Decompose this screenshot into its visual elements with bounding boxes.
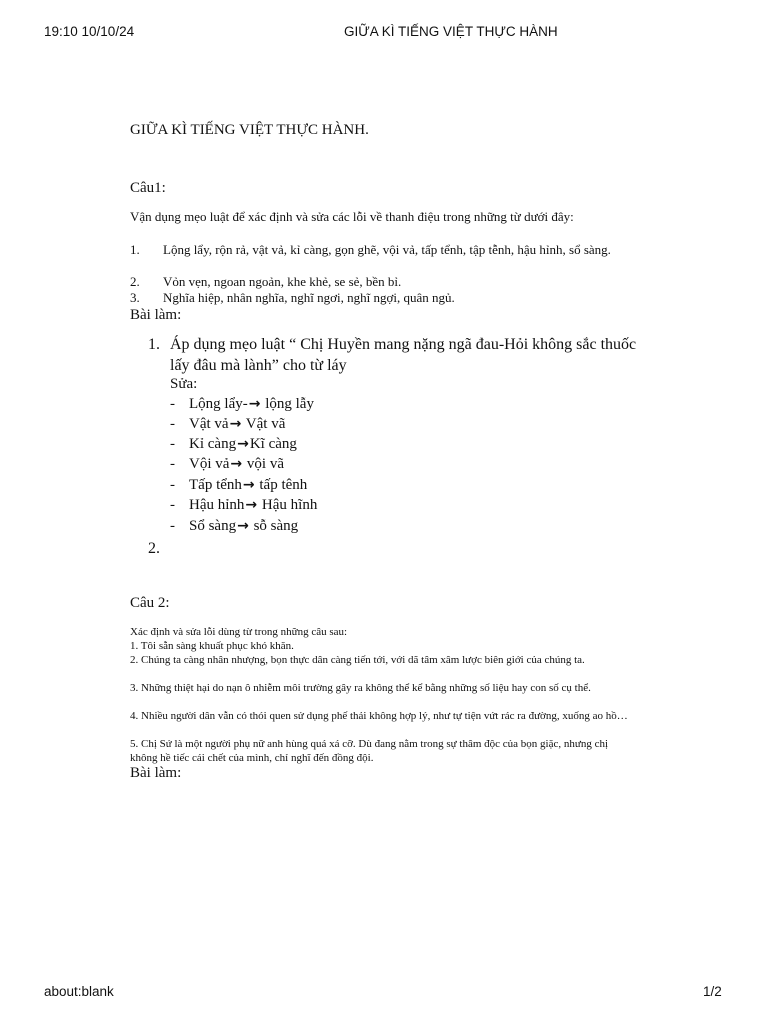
fix-item xyxy=(170,456,284,473)
fix-wrong: Hậu hỉnh xyxy=(189,497,245,513)
fix-right: Hậu hĩnh xyxy=(258,497,318,513)
dash: - xyxy=(170,518,175,534)
question-2-sentence-1: 1. Tôi sẵn sàng khuất phục khó khăn. xyxy=(130,640,294,652)
fix-right: lộng lẫy xyxy=(261,396,314,412)
fix-wrong: Vội vả xyxy=(189,456,230,472)
fix-item xyxy=(170,518,298,535)
question-2-sentence-3: 3. Những thiệt hại do nạn ô nhiễm môi trường gây ra không thể kể bằng những số liệu hay con số cụ thể. xyxy=(130,682,591,694)
fix-item xyxy=(170,477,307,494)
fix-right: tấp tênh xyxy=(255,477,308,493)
print-header-title: GIỮA KÌ TIẾNG VIỆT THỰC HÀNH xyxy=(344,24,558,39)
arrow-right-icon: → xyxy=(229,416,242,432)
answer-1 xyxy=(148,334,638,376)
arrow-right-icon: → xyxy=(237,436,249,452)
fix-right: vội vã xyxy=(243,456,284,472)
item-number: 2. xyxy=(130,274,140,289)
print-footer-url: about:blank xyxy=(44,984,114,999)
fix-item xyxy=(170,396,314,413)
dash: - xyxy=(170,456,175,472)
dash: - xyxy=(170,477,175,493)
answer-number: 2. xyxy=(148,540,160,557)
dash: - xyxy=(170,436,175,452)
answer-2 xyxy=(148,538,638,559)
item-text: Vỏn vẹn, ngoan ngoản, khe khẻ, se sẻ, bền bỉ. xyxy=(163,274,402,289)
answer-text: Áp dụng mẹo luật “ Chị Huyền mang nặng ngã đau-Hỏi không sắc thuốc lấy đâu mà lành” cho từ láy xyxy=(170,336,637,374)
fix-right: sỗ sàng xyxy=(249,518,299,534)
arrow-right-icon: → xyxy=(245,497,258,513)
dash: - xyxy=(170,396,175,412)
question-1-instruction: Vận dụng mẹo luật để xác định và sửa các lỗi về thanh điệu trong những từ dưới đây: xyxy=(130,209,574,224)
question-2-sentence-2: 2. Chúng ta càng nhân nhượng, bọn thực dân càng tiến tới, với dã tâm xâm lược biên giới của chúng ta. xyxy=(130,654,585,666)
fix-wrong: Kỉ càng xyxy=(189,436,237,452)
fix-wrong: Vật vả xyxy=(189,416,229,432)
dash: - xyxy=(170,497,175,513)
fix-item xyxy=(170,436,297,453)
question-2-heading: Câu 2: xyxy=(130,595,170,611)
fix-label: Sửa: xyxy=(170,376,198,392)
item-text: Lộng lẩy, rộn rả, vật vả, kỉ càng, gọn ghẽ, vội vả, tấp tểnh, tập tễnh, hậu hỉnh, sổ sàng. xyxy=(163,242,611,257)
print-datetime: 19:10 10/10/24 xyxy=(44,24,135,39)
document-title: GIỮA KÌ TIẾNG VIỆT THỰC HÀNH. xyxy=(130,122,369,138)
arrow-right-icon: → xyxy=(237,518,249,534)
fix-wrong: Tấp tểnh xyxy=(189,477,242,493)
question-2-sentence-4: 4. Nhiều người dân vẫn có thói quen sử dụng phế thải không hợp lý, như tự tiện vứt rác ra đường, xuống ao hồ… xyxy=(130,710,628,722)
arrow-right-icon: → xyxy=(230,456,243,472)
fix-item xyxy=(170,416,285,433)
fix-right: Kĩ càng xyxy=(249,436,297,452)
question-2-sentence-5: 5. Chị Sứ là một người phụ nữ anh hùng quá xá cỡ. Dù đang nằm trong sự thâm độc của bọn giặc, nhưng chị không hề tiếc cái chết của mình, chỉ nghĩ đến đồng đội. xyxy=(130,738,609,764)
answer-number: 1. xyxy=(148,336,160,353)
question-1-item-2 xyxy=(130,274,642,290)
item-text: Nghĩa hiệp, nhân nghĩa, nghĩ ngơi, nghĩ ngợi, quân ngủ. xyxy=(163,290,455,305)
print-page-number: 1/2 xyxy=(703,984,722,999)
arrow-right-icon: → xyxy=(242,477,255,493)
fix-item xyxy=(170,497,317,514)
item-number: 3. xyxy=(130,290,140,305)
item-number: 1. xyxy=(130,242,140,257)
question-1-item-1 xyxy=(130,242,642,258)
arrow-right-icon: → xyxy=(248,396,261,412)
question-2-instruction: Xác định và sửa lỗi dùng từ trong những câu sau: xyxy=(130,626,348,638)
fix-right: Vật vã xyxy=(242,416,286,432)
fix-wrong: Lộng lẩy- xyxy=(189,396,248,412)
question-2-answer-heading: Bài làm: xyxy=(130,765,182,781)
question-1-answer-heading: Bài làm: xyxy=(130,307,182,323)
fix-wrong: Sổ sàng xyxy=(189,518,237,534)
question-1-heading: Câu1: xyxy=(130,180,166,196)
question-1-item-3 xyxy=(130,290,642,306)
dash: - xyxy=(170,416,175,432)
